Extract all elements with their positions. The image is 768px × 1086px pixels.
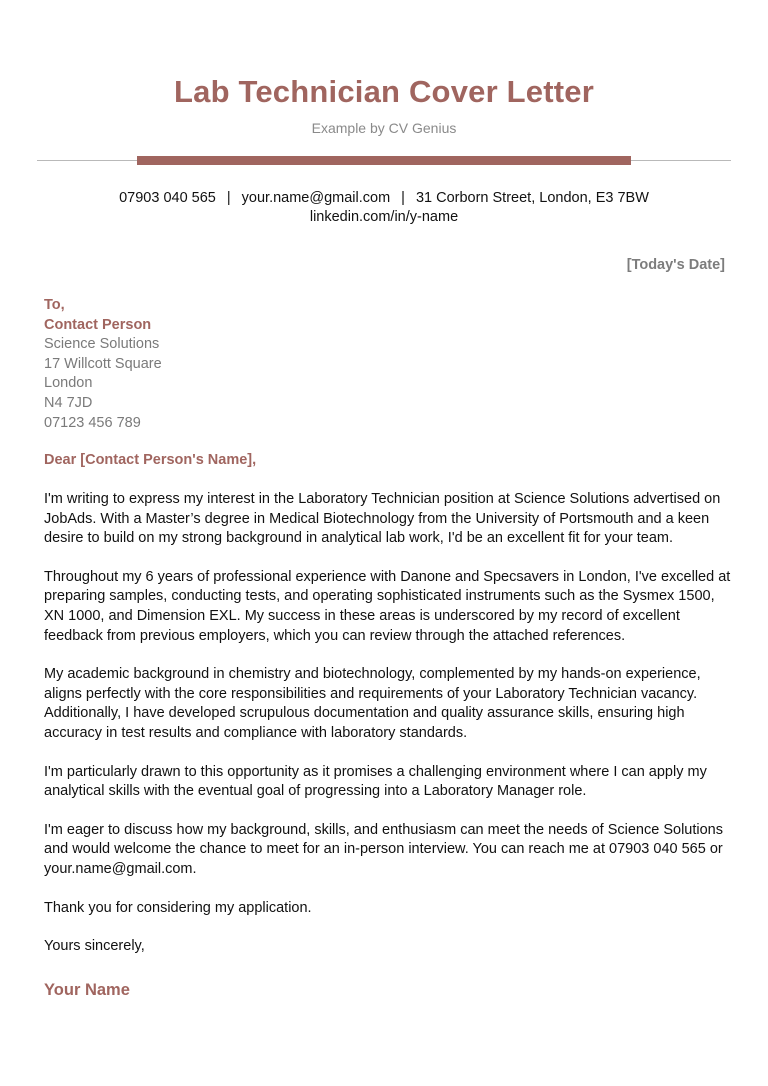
body-paragraph: My academic background in chemistry and biotechnology, complemented by my hands-on experience, aligns perfectly with the core responsibilities and requirements of your Laboratory Technician vacancy. Additionally, I have developed scrupulous documentation and quality assurance skills, ensuring high accuracy in test results and compliance with laboratory standards.	[44, 666, 701, 741]
contact-block	[0, 189, 768, 227]
recipient-block	[44, 296, 162, 433]
header-accent-bar	[137, 156, 631, 165]
signature-name: Your Name	[44, 981, 130, 999]
recipient-company: Science Solutions	[44, 336, 160, 353]
contact-line-1	[0, 189, 768, 208]
contact-address: 31 Corborn Street, London, E3 7BW	[415, 190, 649, 206]
letter-date: [Today's Date]	[626, 257, 725, 273]
recipient-to: To,	[44, 297, 65, 313]
contact-separator: |	[226, 190, 231, 206]
closing-line: Yours sincerely,	[44, 938, 145, 955]
recipient-phone: 07123 456 789	[44, 414, 141, 431]
contact-phone: 07903 040 565	[119, 190, 216, 206]
contact-separator: |	[401, 190, 405, 206]
body-paragraph: I'm eager to discuss how my background, skills, and enthusiasm can meet the needs of Science Solutions and would welcome the chance to meet for an in-person interview. You can reach me at 07903 040 565 or your.name@gmail.com.	[44, 821, 723, 877]
body-paragraph: Throughout my 6 years of professional experience with Danone and Specsavers in London, I've excelled at preparing samples, conducting tests, and operating sophisticated instruments such as the Sysmex 1500, XN 1000, and Dimension EXL. My success in these areas is underscored by my record of excellent feedback from previous employers, which you can review through the attached references.	[44, 568, 731, 644]
body-paragraph: I'm particularly drawn to this opportunity as it promises a challenging environment where I can apply my analytical skills with the eventual goal of progressing into a Laboratory Manager role.	[44, 763, 707, 800]
page-subtitle: Example by CV Genius	[311, 120, 457, 136]
letter-body	[44, 490, 734, 976]
contact-linkedin: linkedin.com/in/y-name	[309, 209, 459, 225]
recipient-postcode: N4 7JD	[44, 394, 93, 411]
recipient-city: London	[44, 375, 93, 392]
contact-email: your.name@gmail.com	[241, 190, 391, 206]
recipient-contact-person: Contact Person	[44, 316, 152, 333]
recipient-street: 17 Willcott Square	[44, 355, 162, 372]
body-paragraph: Thank you for considering my application.	[44, 899, 312, 916]
salutation: Dear [Contact Person's Name],	[44, 452, 257, 468]
body-paragraph: I'm writing to express my interest in the Laboratory Technician position at Science Solutions advertised on JobAds. With a Master’s degree in Medical Biotechnology from the University of Portsmouth and a keen desire to build on my strong background in analytical lab work, I'd be an excellent fit for your team.	[44, 491, 721, 547]
page-title: Lab Technician Cover Letter	[174, 74, 594, 109]
